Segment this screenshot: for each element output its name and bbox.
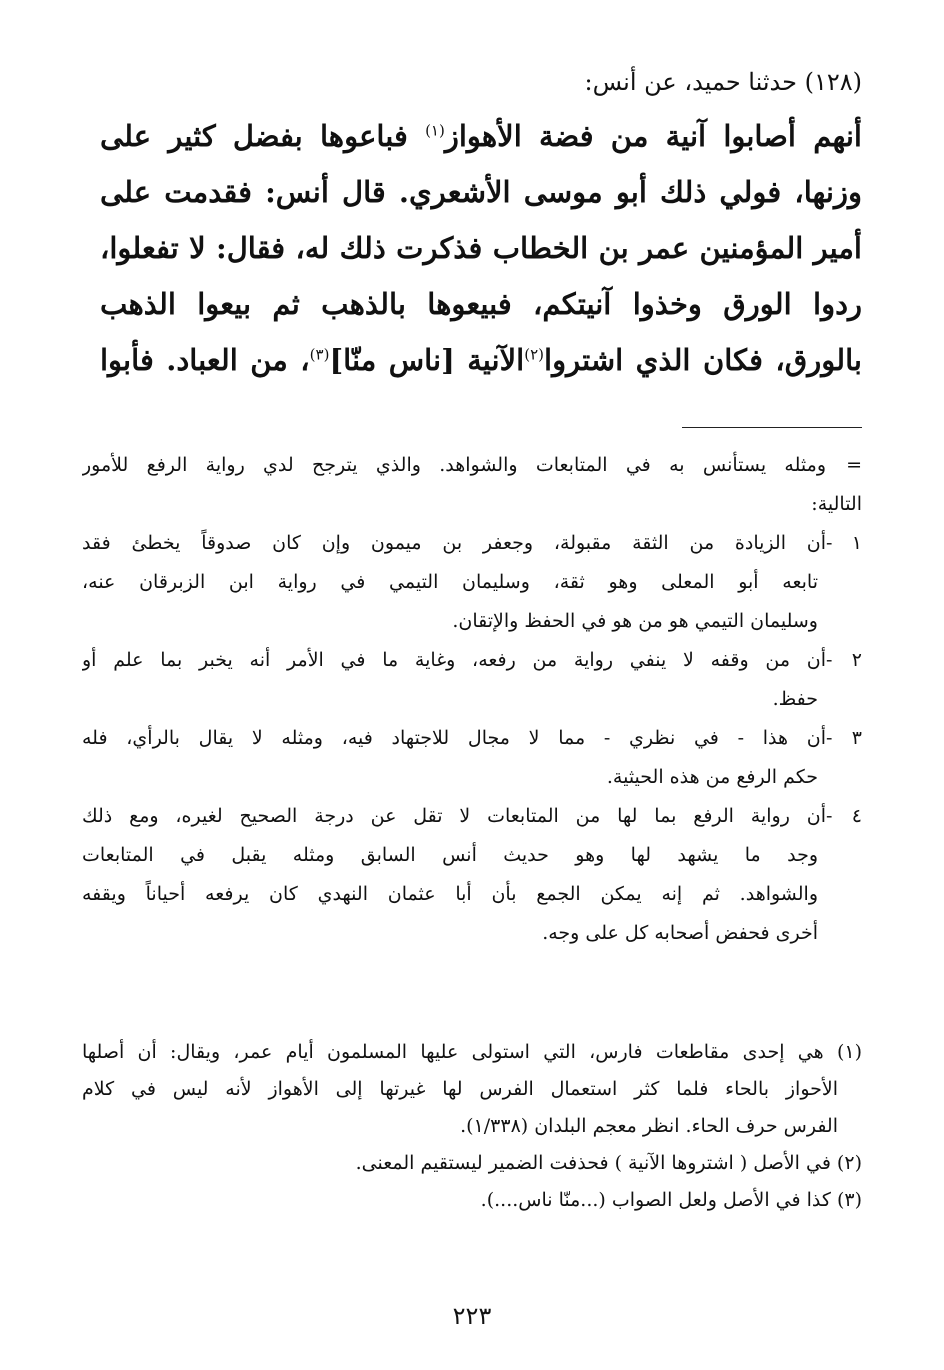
point-marker: ٣ - (826, 727, 862, 749)
footnote-text: الفرس حرف الحاء. انظر معجم البلدان (١/٣٣٨). (460, 1115, 838, 1137)
point-line (82, 602, 862, 641)
hadith-line-text: فباعوها بفضل كثير على (100, 119, 426, 153)
point-line (82, 914, 862, 953)
point-marker: ٢ - (826, 649, 862, 671)
footnotes (82, 1034, 862, 1219)
hadith-line-text: الآنية [ناس منّا] (329, 343, 525, 377)
point-text: أن هذا - في نظري - مما لا مجال للاجتهاد فيه، ومثله لا يقال بالرأي، فله (82, 727, 826, 749)
point-text: أن رواية الرفع بما لها من المتابعات لا تقل عن درجة الصحيح لغيره، ومع ذلك (82, 805, 826, 827)
footnote-line (82, 1145, 862, 1182)
point-line (82, 875, 862, 914)
point-text: أن الزيادة من الثقة مقبولة، وجعفر بن ميمون وإن كان صدوقاً يخطئ فقد (82, 532, 826, 554)
page-number: ٢٢٣ (452, 1302, 492, 1330)
hadith-line-text: أمير المؤمنين عمر بن الخطاب فذكرت ذلك له، فقال: لا تفعلوا، (100, 231, 862, 265)
footnote-text: (١) هي إحدى مقاطعات فارس، التي استولى عليها المسلمون أيام عمر، ويقال: أن أصلها (82, 1041, 862, 1063)
hadith-heading: (١٢٨) حدثنا حميد، عن أنس: (584, 68, 862, 96)
hadith-line-text: بالورق، فكان الذي اشتروا (544, 343, 862, 377)
point-text: وسليمان التيمي هو من هو في الحفظ والإتقان. (452, 610, 818, 632)
point-text: أخرى فحفض أصحابه كل على وجه. (542, 922, 818, 944)
continuation-text: التالية: (811, 493, 862, 515)
point-line (82, 563, 862, 602)
point-marker: ٤ - (826, 805, 862, 827)
point-line (82, 719, 862, 758)
hadith-text (100, 108, 862, 388)
point-text: والشواهد. ثم إنه يمكن الجمع بأن أبا عثمان النهدي كان يرفعه أحياناً ويقفه (82, 883, 818, 905)
point-line (82, 758, 862, 797)
point-line (82, 797, 862, 836)
point-text: تابعه أبو المعلى وهو ثقة، وسليمان التيمي في رواية ابن الزبرقان عنه، (82, 571, 818, 593)
continuation-text: ومثله يستأنس به في المتابعات والشواهد. والذي يترجح لدي رواية الرفع للأمور (82, 454, 826, 476)
footnote-ref-3: (٣) (309, 345, 330, 364)
point-line (82, 641, 862, 680)
footnote-text: الأحواز بالحاء فلما كثر استعمال الفرس لها غيرتها إلى الأهواز لأنه ليس في كلام (82, 1078, 838, 1100)
hadith-line (100, 164, 862, 220)
point-text: حكم الرفع من هذه الحيثية. (606, 766, 818, 788)
footnote-ref-1: (١) (425, 121, 445, 140)
footnote-text: (٢) في الأصل ( اشتروها الآنية ) فحذفت الضمير ليستقيم المعنى. (355, 1152, 862, 1174)
point-line (82, 680, 862, 719)
footnote-text: (٣) كذا في الأصل ولعل الصواب (...منّا ناس....). (480, 1189, 862, 1211)
continuation-line (82, 485, 862, 524)
continuation-line (82, 446, 862, 485)
footnote-ref-2: (٢) (524, 345, 545, 364)
hadith-line (100, 220, 862, 276)
point-line (82, 836, 862, 875)
point-text: أن من وقفه لا ينفي رواية من رفعه، وغاية ما في الأمر أنه يخبر بما علم أو (82, 649, 826, 671)
point-line (82, 524, 862, 563)
hadith-line (100, 108, 862, 164)
footnote-line (82, 1108, 862, 1145)
commentary-notes (82, 446, 862, 953)
continuation-marker: = (846, 454, 862, 476)
point-text: وجد ما يشهد لها وهو حديث أنس السابق ومثله يقبل في المتابعات (82, 844, 818, 866)
hadith-line-text: ، من العباد. فأبوا (100, 343, 310, 377)
footnote-line (82, 1034, 862, 1071)
footnote-line (82, 1071, 862, 1108)
footnote-line (82, 1182, 862, 1219)
hadith-line-text: ردوا الورق وخذوا آنيتكم، فبيعوها بالذهب ثم بيعوا الذهب (100, 287, 862, 321)
footnote-separator (682, 427, 862, 428)
point-text: حفظ. (772, 688, 818, 710)
hadith-line-text: أنهم أصابوا آنية من فضة الأهواز (444, 119, 862, 153)
point-marker: ١ - (826, 532, 862, 554)
hadith-line (100, 276, 862, 332)
hadith-line (100, 332, 862, 388)
hadith-line-text: وزنها، فولي ذلك أبو موسى الأشعري. قال أنس: فقدمت على (100, 175, 862, 209)
